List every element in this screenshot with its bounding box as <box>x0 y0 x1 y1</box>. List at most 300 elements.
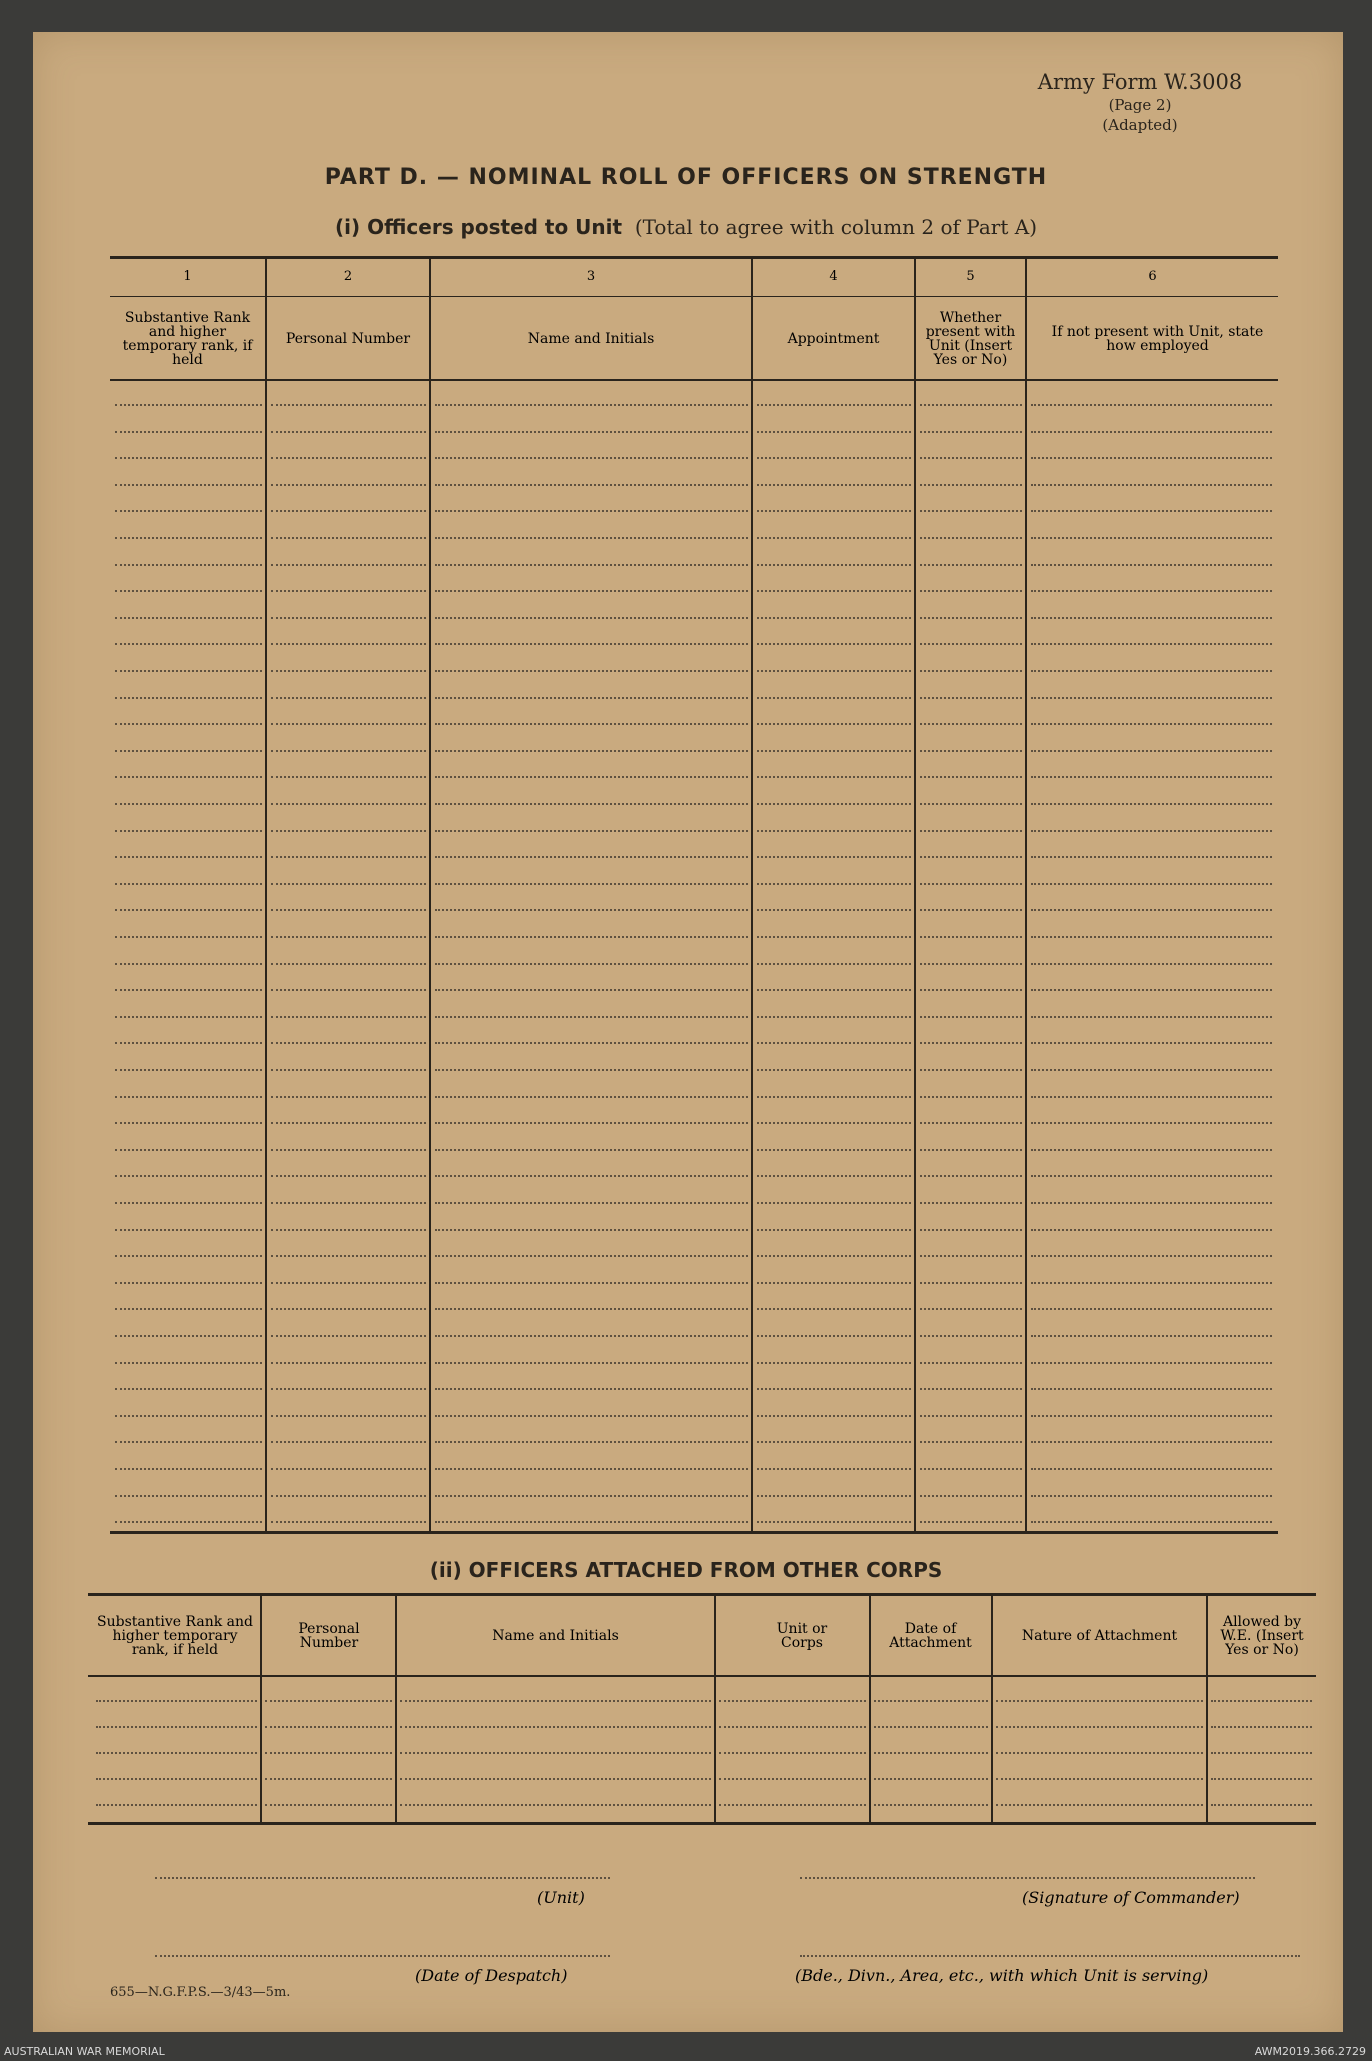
ruled-line <box>115 1255 262 1257</box>
ruled-line <box>920 1415 1022 1417</box>
ruled-line <box>1031 1388 1272 1390</box>
ruled-line <box>400 1700 711 1702</box>
ruled-line <box>1031 830 1272 832</box>
ruled-line <box>1031 1202 1272 1204</box>
ruled-line <box>115 1122 262 1124</box>
col2-header-personal-number: Personal Number <box>298 1620 360 1651</box>
ruled-line <box>435 1149 748 1151</box>
ruled-line <box>920 697 1022 699</box>
ruled-line <box>435 1042 748 1044</box>
ruled-line <box>757 909 911 911</box>
table1-num-rule <box>110 296 1278 297</box>
ruled-line <box>435 697 748 699</box>
ruled-line <box>271 537 426 539</box>
ruled-line <box>1031 1468 1272 1470</box>
form-id: Army Form W.3008 <box>1037 70 1243 94</box>
ruled-line <box>920 963 1022 965</box>
ruled-line <box>435 617 748 619</box>
ruled-line <box>115 1441 262 1443</box>
ruled-line <box>435 883 748 885</box>
table2-top-rule <box>88 1593 1316 1596</box>
col-header-personal-number: Personal Number <box>285 330 411 347</box>
ruled-line <box>271 909 426 911</box>
ruled-line <box>920 1388 1022 1390</box>
ruled-line <box>757 643 911 645</box>
ruled-line <box>271 564 426 566</box>
archive-credit-right: AWM2019.366.2729 <box>1254 2045 1366 2058</box>
ruled-line <box>271 963 426 965</box>
ruled-line <box>271 431 426 433</box>
ruled-line <box>435 404 748 406</box>
ruled-line <box>1031 1069 1272 1071</box>
ruled-line <box>757 617 911 619</box>
ruled-line <box>757 1282 911 1284</box>
ruled-line <box>271 1149 426 1151</box>
table2-col-divider <box>869 1593 871 1825</box>
ruled-line <box>435 510 748 512</box>
ruled-line <box>271 803 426 805</box>
form-adapted: (Adapted) <box>1102 116 1178 134</box>
table1-col-divider <box>265 256 267 1533</box>
ruled-line <box>435 1096 748 1098</box>
ruled-line <box>115 1308 262 1310</box>
ruled-line <box>920 564 1022 566</box>
col-header-present: Whether present with Unit (Insert Yes or No) <box>925 309 1016 368</box>
ruled-line <box>920 457 1022 459</box>
ruled-line <box>757 989 911 991</box>
ruled-line <box>920 1282 1022 1284</box>
ruled-line <box>115 1415 262 1417</box>
ruled-line <box>757 723 911 725</box>
ruled-line <box>757 1308 911 1310</box>
ruled-line <box>115 1175 262 1177</box>
col-header-rank: Substantive Rank and higher temporary rank, if held <box>122 309 253 368</box>
ruled-line <box>271 404 426 406</box>
ruled-line <box>271 776 426 778</box>
col2-header-date-attachment: Date of Attachment <box>889 1620 972 1651</box>
ruled-line <box>920 1069 1022 1071</box>
table1-col-divider <box>751 256 753 1533</box>
ruled-line <box>1031 856 1272 858</box>
ruled-line <box>920 1096 1022 1098</box>
ruled-line <box>920 404 1022 406</box>
ruled-line <box>435 590 748 592</box>
ruled-line <box>271 989 426 991</box>
ruled-line <box>920 1362 1022 1364</box>
ruled-line <box>435 936 748 938</box>
ruled-line <box>115 883 262 885</box>
ruled-line <box>757 564 911 566</box>
ruled-line <box>920 1335 1022 1337</box>
ruled-line <box>920 1175 1022 1177</box>
ruled-line <box>265 1700 392 1702</box>
ruled-line <box>757 1335 911 1337</box>
ruled-line <box>1031 643 1272 645</box>
ruled-line <box>1031 1042 1272 1044</box>
ruled-line <box>1211 1700 1312 1702</box>
ruled-line <box>920 1202 1022 1204</box>
ruled-line <box>271 1122 426 1124</box>
unit-line <box>155 1877 610 1879</box>
ruled-line <box>435 989 748 991</box>
ruled-line <box>920 643 1022 645</box>
ruled-line <box>271 723 426 725</box>
ruled-line <box>757 1362 911 1364</box>
archive-credit-left: AUSTRALIAN WAR MEMORIAL <box>4 2045 165 2058</box>
ruled-line <box>271 670 426 672</box>
ruled-line <box>757 883 911 885</box>
ruled-line <box>1031 1521 1272 1523</box>
ruled-line <box>996 1752 1203 1754</box>
part-d-title: PART D. — NOMINAL ROLL OF OFFICERS ON STRENGTH <box>324 165 1048 190</box>
ruled-line <box>271 1468 426 1470</box>
ruled-line <box>1211 1778 1312 1780</box>
ruled-line <box>920 1122 1022 1124</box>
ruled-line <box>435 1016 748 1018</box>
ruled-line <box>757 1255 911 1257</box>
ruled-line <box>757 776 911 778</box>
ruled-line <box>435 1362 748 1364</box>
ruled-line <box>920 1042 1022 1044</box>
ruled-line <box>1031 537 1272 539</box>
ruled-line <box>757 936 911 938</box>
ruled-line <box>271 617 426 619</box>
ruled-line <box>271 457 426 459</box>
ruled-line <box>271 1229 426 1231</box>
ruled-line <box>719 1778 866 1780</box>
ruled-line <box>1031 776 1272 778</box>
ruled-line <box>435 830 748 832</box>
ruled-line <box>1031 484 1272 486</box>
ruled-line <box>757 1495 911 1497</box>
ruled-line <box>1211 1726 1312 1728</box>
ruled-line <box>996 1778 1203 1780</box>
ruled-line <box>435 803 748 805</box>
ruled-line <box>271 1016 426 1018</box>
ruled-line <box>757 1415 911 1417</box>
ruled-line <box>115 803 262 805</box>
ruled-line <box>757 510 911 512</box>
ruled-line <box>435 723 748 725</box>
ruled-line <box>920 936 1022 938</box>
ruled-line <box>1031 1149 1272 1151</box>
ruled-line <box>920 431 1022 433</box>
ruled-line <box>757 537 911 539</box>
ruled-line <box>115 989 262 991</box>
ruled-line <box>271 1362 426 1364</box>
ruled-line <box>271 1069 426 1071</box>
ruled-line <box>265 1726 392 1728</box>
ruled-line <box>435 1441 748 1443</box>
ruled-line <box>920 670 1022 672</box>
ruled-line <box>1031 1495 1272 1497</box>
ruled-line <box>115 643 262 645</box>
ruled-line <box>115 1468 262 1470</box>
ruled-line <box>1211 1804 1312 1806</box>
ruled-line <box>1031 750 1272 752</box>
ruled-line <box>271 1415 426 1417</box>
ruled-line <box>115 617 262 619</box>
ruled-line <box>920 1468 1022 1470</box>
ruled-line <box>719 1726 866 1728</box>
ruled-line <box>1031 936 1272 938</box>
ruled-line <box>757 1521 911 1523</box>
ruled-line <box>435 1202 748 1204</box>
ruled-line <box>435 1229 748 1231</box>
ruled-line <box>719 1700 866 1702</box>
ruled-line <box>757 963 911 965</box>
ruled-line <box>400 1726 711 1728</box>
ruled-line <box>757 803 911 805</box>
ruled-line <box>435 1521 748 1523</box>
ruled-line <box>757 1016 911 1018</box>
ruled-line <box>757 590 911 592</box>
print-code: 655—N.G.F.P.S.—3/43—5m. <box>110 1985 291 2000</box>
ruled-line <box>920 776 1022 778</box>
ruled-line <box>435 1388 748 1390</box>
ruled-line <box>271 1441 426 1443</box>
ruled-line <box>271 936 426 938</box>
ruled-line <box>920 830 1022 832</box>
ruled-line <box>920 883 1022 885</box>
col2-header-name: Name and Initials <box>492 1627 619 1644</box>
ruled-line <box>996 1804 1203 1806</box>
ruled-line <box>757 1096 911 1098</box>
ruled-line <box>757 830 911 832</box>
ruled-line <box>115 723 262 725</box>
ruled-line <box>115 830 262 832</box>
ruled-line <box>757 1202 911 1204</box>
subtitle-bold: (i) Officers posted to Unit <box>335 215 623 239</box>
table2-col-divider <box>714 1593 716 1825</box>
ruled-line <box>435 1495 748 1497</box>
ruled-line <box>1031 1175 1272 1177</box>
ruled-line <box>1031 431 1272 433</box>
ruled-line <box>271 1255 426 1257</box>
signature-caption: (Signature of Commander) <box>1022 1888 1240 1907</box>
col2-header-rank: Substantive Rank and higher temporary rank, if held <box>97 1613 253 1658</box>
ruled-line <box>1031 697 1272 699</box>
ruled-line <box>271 510 426 512</box>
ruled-line <box>115 484 262 486</box>
ruled-line <box>435 1415 748 1417</box>
ruled-line <box>96 1778 257 1780</box>
ruled-line <box>920 1229 1022 1231</box>
ruled-line <box>271 1042 426 1044</box>
ruled-line <box>757 1149 911 1151</box>
ruled-line <box>757 1388 911 1390</box>
ruled-line <box>271 883 426 885</box>
ruled-line <box>435 1175 748 1177</box>
ruled-line <box>1031 803 1272 805</box>
ruled-line <box>757 431 911 433</box>
ruled-line <box>115 510 262 512</box>
ruled-line <box>1031 590 1272 592</box>
ruled-line <box>1211 1752 1312 1754</box>
ruled-line <box>920 856 1022 858</box>
col2-header-allowed: Allowed by W.E. (Insert Yes or No) <box>1220 1613 1304 1658</box>
ruled-line <box>435 909 748 911</box>
ruled-line <box>1031 723 1272 725</box>
ruled-line <box>920 989 1022 991</box>
ruled-line <box>920 617 1022 619</box>
ruled-line <box>1031 909 1272 911</box>
archive-credit-bar <box>0 2042 1372 2061</box>
ruled-line <box>115 537 262 539</box>
ruled-line <box>757 697 911 699</box>
ruled-line <box>271 590 426 592</box>
ruled-line <box>435 1335 748 1337</box>
table2-col-divider <box>260 1593 262 1825</box>
ruled-line <box>435 431 748 433</box>
ruled-line <box>874 1752 988 1754</box>
col2-header-nature: Nature of Attachment <box>1021 1627 1178 1644</box>
ruled-line <box>719 1752 866 1754</box>
ruled-line <box>1031 564 1272 566</box>
ruled-line <box>1031 1229 1272 1231</box>
ruled-line <box>115 1388 262 1390</box>
ruled-line <box>920 537 1022 539</box>
ruled-line <box>435 670 748 672</box>
ruled-line <box>996 1726 1203 1728</box>
ruled-line <box>920 750 1022 752</box>
ruled-line <box>1031 1362 1272 1364</box>
col-number-6: 6 <box>1148 269 1157 284</box>
ruled-line <box>757 1441 911 1443</box>
ruled-line <box>435 1282 748 1284</box>
ruled-line <box>115 590 262 592</box>
ruled-line <box>271 1308 426 1310</box>
ruled-line <box>96 1752 257 1754</box>
ruled-line <box>435 1468 748 1470</box>
ruled-line <box>271 1388 426 1390</box>
ruled-line <box>920 803 1022 805</box>
ruled-line <box>271 1335 426 1337</box>
ruled-line <box>1031 670 1272 672</box>
ruled-line <box>874 1700 988 1702</box>
ruled-line <box>435 457 748 459</box>
ruled-line <box>757 1229 911 1231</box>
ruled-line <box>271 697 426 699</box>
ruled-line <box>400 1752 711 1754</box>
ruled-line <box>271 484 426 486</box>
ruled-line <box>271 1175 426 1177</box>
ruled-line <box>115 856 262 858</box>
ruled-line <box>115 1495 262 1497</box>
bde-line <box>800 1955 1300 1957</box>
ruled-line <box>1031 963 1272 965</box>
ruled-line <box>996 1700 1203 1702</box>
ruled-line <box>874 1804 988 1806</box>
ruled-line <box>920 1308 1022 1310</box>
ruled-line <box>1031 1415 1272 1417</box>
ruled-line <box>271 1096 426 1098</box>
table1-top-rule <box>110 256 1278 259</box>
ruled-line <box>271 1202 426 1204</box>
ruled-line <box>271 1521 426 1523</box>
ruled-line <box>1031 1308 1272 1310</box>
ruled-line <box>435 963 748 965</box>
bde-caption: (Bde., Divn., Area, etc., with which Unit is serving) <box>795 1966 1209 1985</box>
ruled-line <box>435 776 748 778</box>
ruled-line <box>920 1016 1022 1018</box>
col-number-4: 4 <box>829 269 838 284</box>
ruled-line <box>115 404 262 406</box>
form-page: (Page 2) <box>1108 96 1172 114</box>
ruled-line <box>271 856 426 858</box>
ruled-line <box>874 1778 988 1780</box>
ruled-line <box>1031 989 1272 991</box>
ruled-line <box>265 1804 392 1806</box>
date-line <box>155 1955 610 1957</box>
ruled-line <box>271 1495 426 1497</box>
ruled-line <box>757 1042 911 1044</box>
ruled-line <box>1031 1335 1272 1337</box>
ruled-line <box>757 1468 911 1470</box>
ruled-line <box>115 1362 262 1364</box>
ruled-line <box>435 1308 748 1310</box>
table1-col-divider <box>1025 256 1027 1533</box>
col-header-employed: If not present with Unit, state how employed <box>1051 323 1264 354</box>
ruled-line <box>435 643 748 645</box>
ruled-line <box>96 1726 257 1728</box>
ruled-line <box>435 1255 748 1257</box>
ruled-line <box>1031 1096 1272 1098</box>
table2-bottom-rule <box>88 1822 1316 1825</box>
ruled-line <box>1031 1016 1272 1018</box>
ruled-line <box>271 750 426 752</box>
ruled-line <box>757 1069 911 1071</box>
ruled-line <box>757 856 911 858</box>
col-number-3: 3 <box>586 269 596 284</box>
ruled-line <box>115 431 262 433</box>
ruled-line <box>1031 457 1272 459</box>
ruled-line <box>920 1521 1022 1523</box>
col-header-name: Name and Initials <box>527 330 655 347</box>
col-number-2: 2 <box>343 269 353 284</box>
ruled-line <box>920 1255 1022 1257</box>
col2-header-unit-corps: Unit or Corps <box>776 1620 828 1651</box>
date-caption: (Date of Despatch) <box>415 1966 568 1985</box>
ruled-line <box>115 1149 262 1151</box>
ruled-line <box>435 750 748 752</box>
ruled-line <box>115 909 262 911</box>
ruled-line <box>920 909 1022 911</box>
ruled-line <box>920 510 1022 512</box>
ruled-line <box>115 1335 262 1337</box>
ruled-line <box>874 1726 988 1728</box>
ruled-line <box>757 750 911 752</box>
ruled-line <box>435 564 748 566</box>
ruled-line <box>1031 404 1272 406</box>
ruled-line <box>115 750 262 752</box>
table1-bottom-rule <box>110 1531 1278 1534</box>
ruled-line <box>1031 510 1272 512</box>
ruled-line <box>435 1069 748 1071</box>
ruled-line <box>757 1122 911 1124</box>
table1-header-rule <box>110 379 1278 381</box>
ruled-line <box>435 856 748 858</box>
ruled-line <box>96 1804 257 1806</box>
part-d-ii-title: (ii) OFFICERS ATTACHED FROM OTHER CORPS <box>429 1558 943 1582</box>
col-header-appointment: Appointment <box>787 330 880 347</box>
ruled-line <box>920 1441 1022 1443</box>
ruled-line <box>271 830 426 832</box>
ruled-line <box>265 1778 392 1780</box>
ruled-line <box>920 1495 1022 1497</box>
ruled-line <box>115 776 262 778</box>
ruled-line <box>1031 617 1272 619</box>
